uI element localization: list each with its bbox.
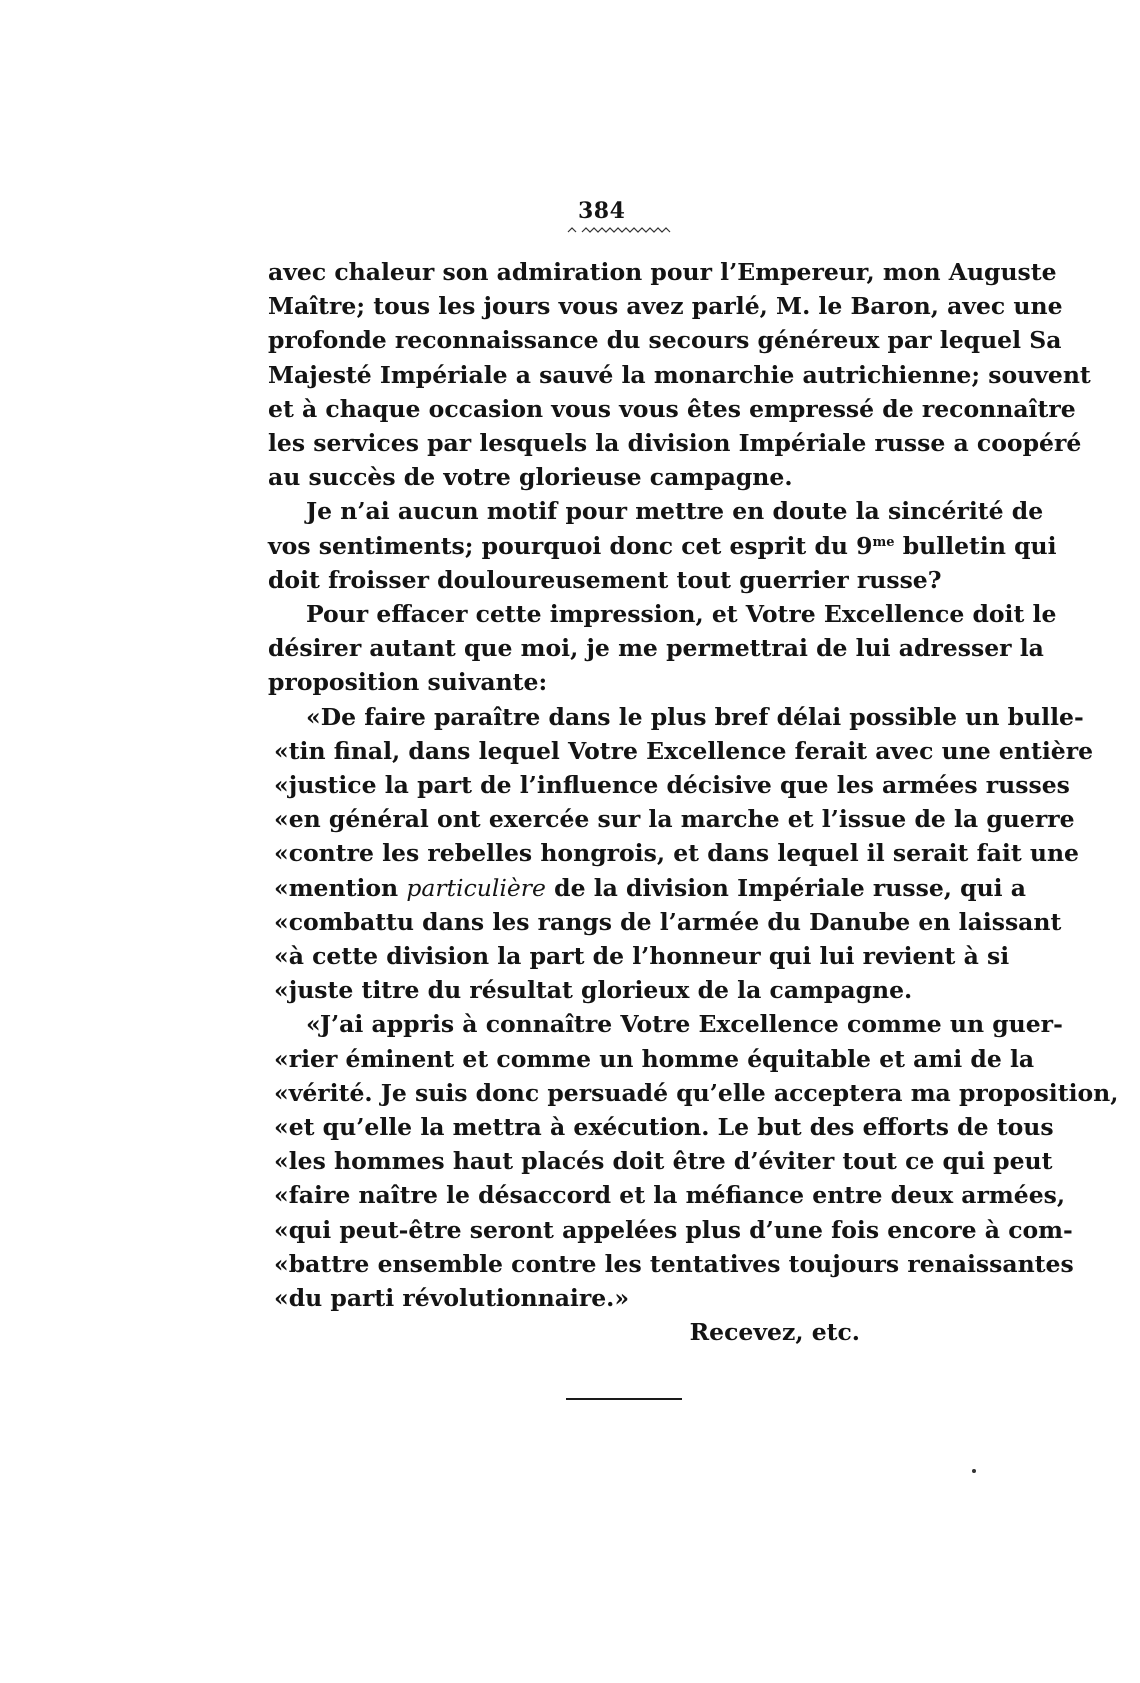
page-number: 384	[578, 198, 626, 224]
text-line: «à cette division la part de l’honneur qui lui revient à si	[274, 942, 1010, 971]
closing-salutation: Recevez, etc.	[689, 1318, 860, 1347]
text-line: doit froisser douloureusement tout guerrier russe?	[268, 565, 942, 594]
text-line: au succès de votre glorieuse campagne.	[268, 463, 793, 492]
text-line: profonde reconnaissance du secours généreux par lequel Sa	[268, 326, 1062, 355]
text-line: «juste titre du résultat glorieux de la campagne.	[274, 976, 913, 1005]
text-line: «les hommes haut placés doit être d’éviter tout ce qui peut	[274, 1147, 1053, 1176]
italic-emphasis: particulière	[406, 873, 546, 902]
text-line: «rier éminent et comme un homme équitable et ami de la	[274, 1044, 1035, 1073]
text-line: «De faire paraître dans le plus bref délai possible un bulle-	[306, 702, 1084, 731]
letter-body	[268, 255, 1119, 1350]
text-line: et à chaque occasion vous vous êtes empressé de reconnaître	[268, 394, 1076, 423]
text-line: Je n’ai aucun motif pour mettre en doute la sincérité de	[306, 497, 1044, 526]
text-line: avec chaleur son admiration pour l’Empereur, mon Auguste	[268, 258, 1057, 286]
text-line	[268, 529, 1057, 563]
section-end-rule	[566, 1398, 682, 1400]
text-line: «combattu dans les rangs de l’armée du Danube en laissant	[274, 907, 1062, 936]
text-line: «et qu’elle la mettra à exécution. Le but des efforts de tous	[274, 1113, 1054, 1142]
quoted-closing-paragraph	[268, 1007, 1119, 1315]
print-speck	[972, 1469, 976, 1473]
text-line: «en général ont exercée sur la marche et l’issue de la guerre	[274, 805, 1075, 834]
superscript-ordinal: me	[872, 534, 895, 550]
page-number-ornament	[566, 222, 686, 236]
text-line: «faire naître le désaccord et la méfiance entre deux armées,	[274, 1181, 1066, 1210]
text-line: Majesté Impériale a sauvé la monarchie autrichienne; souvent	[268, 360, 1091, 389]
text-line: «du parti révolutionnaire.»	[274, 1284, 630, 1313]
text-line: «J’ai appris à connaître Votre Excellence comme un guer-	[306, 1010, 1063, 1039]
text-line: Pour effacer cette impression, et Votre Excellence doit le	[306, 600, 1057, 629]
text-line: désirer autant que moi, je me permettrai de lui adresser la	[268, 634, 1044, 663]
text-line: «vérité. Je suis donc persuadé qu’elle acceptera ma proposition,	[274, 1078, 1119, 1107]
paragraph-3	[268, 597, 1057, 700]
text-line: «qui peut-être seront appelées plus d’une fois encore à com-	[274, 1215, 1073, 1244]
text-line: «tin final, dans lequel Votre Excellence ferait avec une entière	[274, 736, 1094, 765]
text-fragment: bulletin qui	[894, 531, 1057, 560]
text-fragment: de la division Impériale russe, qui a	[545, 873, 1027, 902]
text-fragment: vos sentiments; pourquoi donc cet esprit du 9	[268, 531, 873, 560]
paragraph-1	[268, 255, 1091, 494]
paragraph-2	[268, 494, 1057, 597]
text-line: Maître; tous les jours vous avez parlé, M. le Baron, avec une	[268, 292, 1063, 321]
text-line: «battre ensemble contre les tentatives toujours renaissantes	[274, 1249, 1074, 1278]
text-line: les services par lesquels la division Impériale russe a coopéré	[268, 429, 1082, 458]
text-line: «justice la part de l’influence décisive que les armées russes	[274, 771, 1070, 800]
text-line: «contre les rebelles hongrois, et dans lequel il serait fait une	[274, 839, 1080, 868]
text-line	[268, 871, 1027, 905]
text-line: proposition suivante:	[268, 668, 548, 697]
quoted-proposal	[268, 700, 1094, 1008]
text-fragment: «mention	[274, 873, 407, 902]
